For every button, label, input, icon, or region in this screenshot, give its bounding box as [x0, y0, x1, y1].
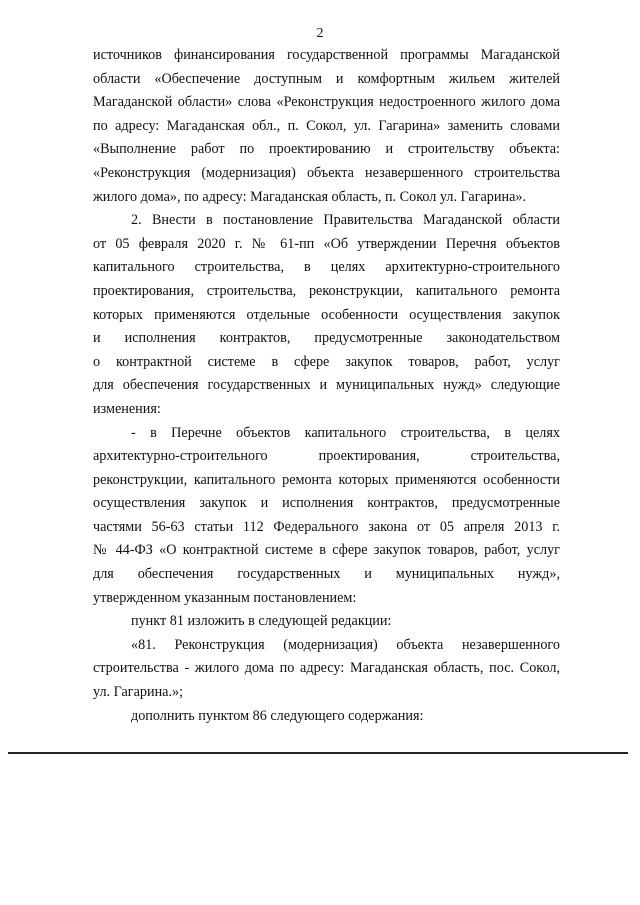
text-line: жилого дома», по адресу: Магаданская область, п. Сокол ул. Гагарина».	[93, 188, 527, 205]
text-line: пункт 81 изложить в следующей редакции:	[131, 613, 392, 630]
text-line: 2. Внести в постановление Правительства Магаданской области	[131, 212, 560, 229]
text-line: архитектурно-строительного проектирования, строительства,	[93, 448, 560, 465]
text-line: «Реконструкция (модернизация) объекта незавершенного строительства	[93, 164, 560, 181]
text-line: «81. Реконструкция (модернизация) объекта незавершенного	[131, 636, 560, 653]
text-line: № 44-ФЗ «О контрактной системе в сфере закупок товаров, работ, услуг	[93, 542, 560, 559]
text-line: - в Перечне объектов капитального строительства, в целях	[131, 424, 560, 441]
text-line: ул. Гагарина.»;	[93, 684, 184, 701]
text-line: утвержденном указанным постановлением:	[93, 589, 357, 606]
text-line: области «Обеспечение доступным и комфортным жильем жителей	[93, 70, 560, 87]
text-line: частями 56-63 статьи 112 Федерального закона от 05 апреля 2013 г.	[93, 518, 560, 535]
text-line: от 05 февраля 2020 г. № 61-пп «Об утверждении Перечня объектов	[93, 235, 560, 252]
text-line: для обеспечения государственных и муниципальных нужд»,	[93, 566, 560, 583]
text-line: о контрактной системе в сфере закупок товаров, работ, услуг	[93, 353, 560, 370]
text-line: осуществления закупок и исполнения контрактов, предусмотренные	[93, 495, 560, 512]
text-line: проектирования, строительства, реконструкции, капитального ремонта	[93, 282, 560, 299]
text-line: капитального строительства, в целях архитектурно-строительного	[93, 259, 560, 276]
text-line: «Выполнение работ по проектированию и строительству объекта:	[93, 141, 560, 158]
text-line: источников финансирования государственной программы Магаданской	[93, 47, 560, 63]
text-line: и исполнения контрактов, предусмотренные законодательством	[93, 330, 560, 347]
text-line: изменения:	[93, 400, 161, 417]
text-line: Магаданской области» слова «Реконструкция недостроенного жилого дома	[93, 94, 560, 111]
text-line: строительства - жилого дома по адресу: Магаданская область, пос. Сокол,	[93, 660, 560, 677]
text-line: которых применяются отдельные особенности осуществления закупок	[93, 306, 560, 323]
text-line: реконструкции, капитального ремонта которых применяются особенности	[93, 471, 560, 488]
text-line: по адресу: Магаданская обл., п. Сокол, ул. Гагарина» заменить словами	[93, 117, 560, 134]
document-body	[93, 44, 560, 728]
text-line: дополнить пунктом 86 следующего содержания:	[131, 707, 424, 724]
text-line: для обеспечения государственных и муниципальных нужд» следующие	[93, 377, 560, 394]
page-number: 2	[316, 26, 324, 41]
page-bottom-rule	[8, 752, 628, 754]
